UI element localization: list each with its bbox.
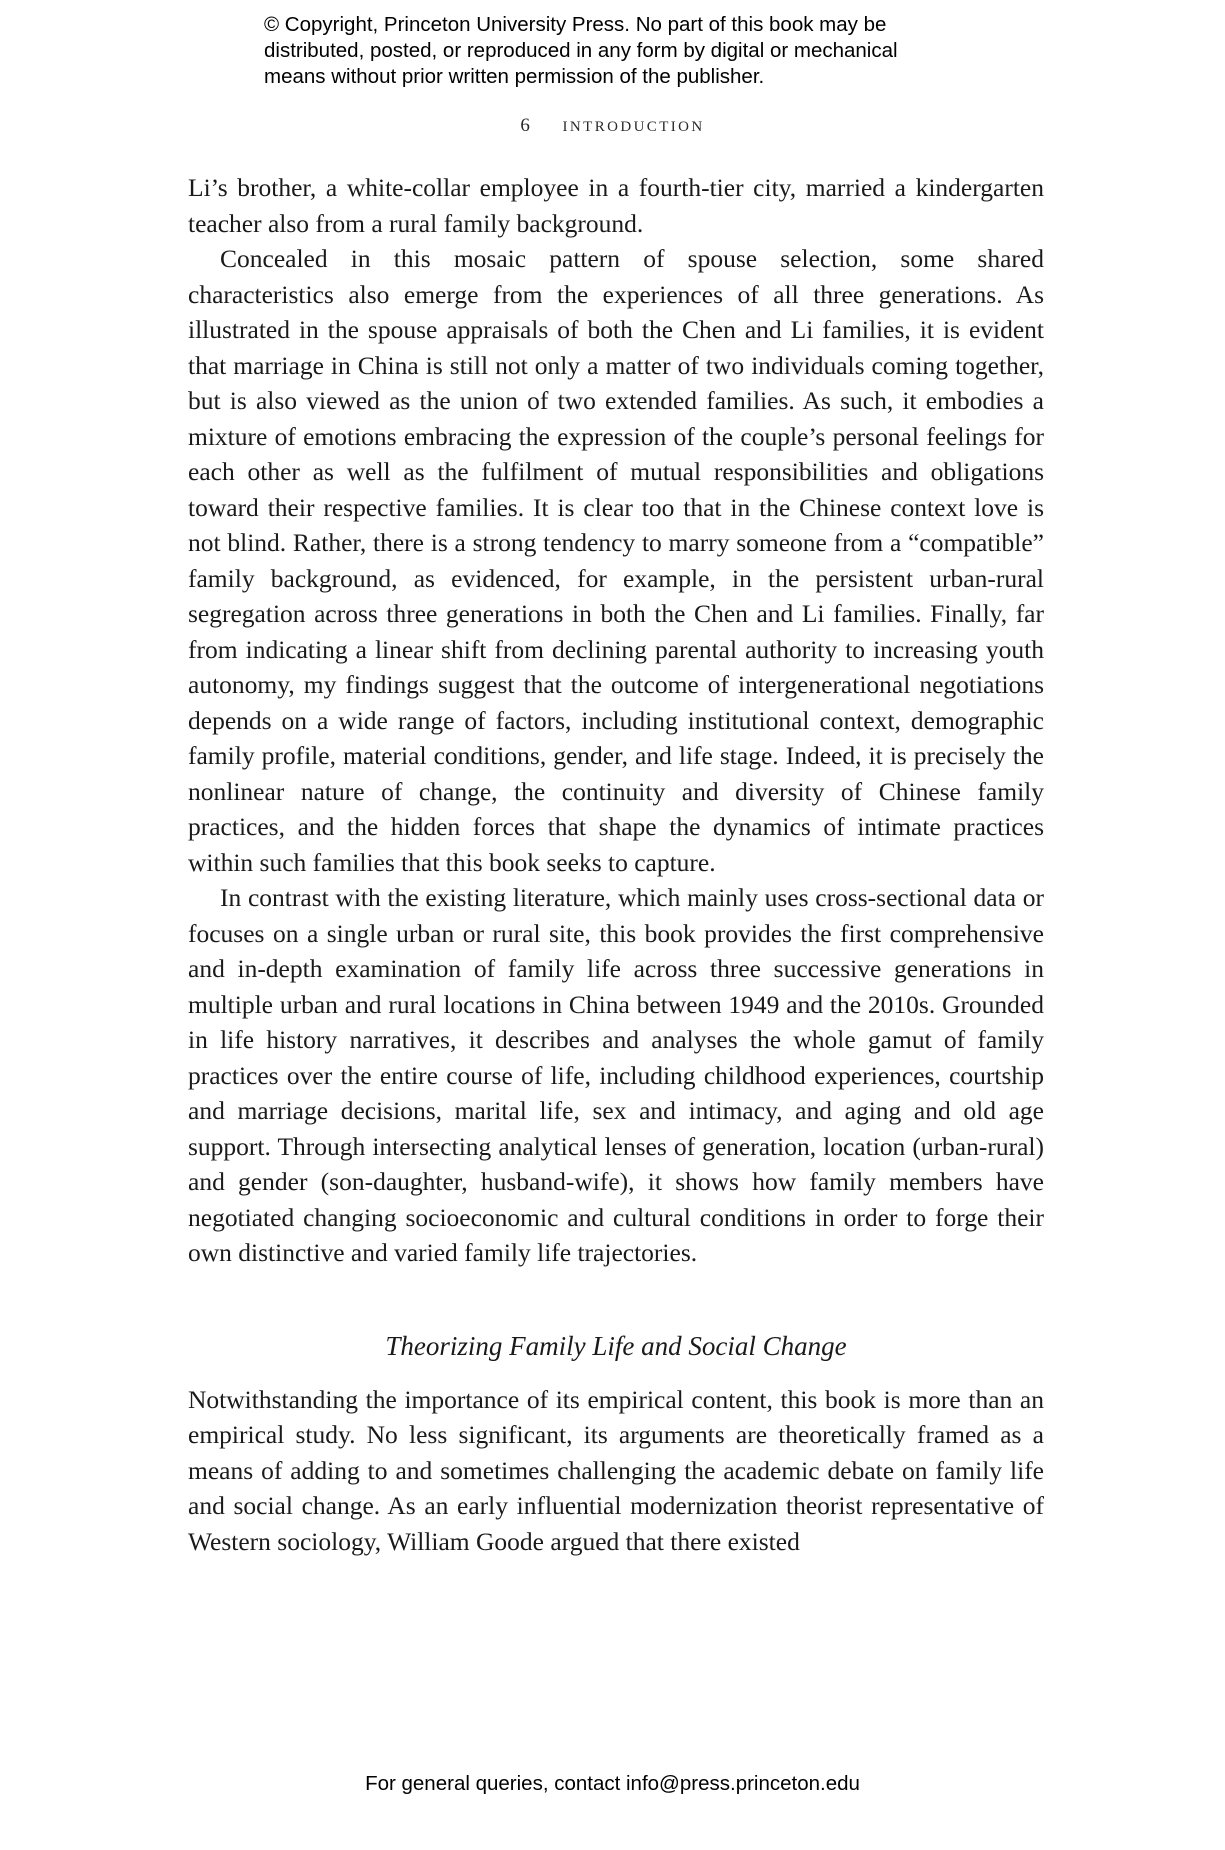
body-text [188,170,1044,1559]
copyright-line: distributed, posted, or reproduced in any form by digital or mechanical [264,39,898,62]
paragraph: Li’s brother, a white-collar employee in a fourth-tier city, married a kindergarten teacher also from a rural family background. [188,173,1044,238]
section-heading: Theorizing Family Life and Social Change [385,1330,847,1361]
paragraph: Concealed in this mosaic pattern of spouse selection, some shared characteristics also emerge from the experiences of all three generations. As illustrated in the spouse appraisals of both the Chen and Li families, it is evident that marriage in China is still not only a matter of two individuals coming together, but is also viewed as the union of two extended families. As such, it embodies a mixture of emotions embracing the expression of the couple’s personal feelings for each other as well as the fulfilment of mutual responsibilities and obligations toward their respective families. It is clear too that in the Chinese context love is not blind. Rather, there is a strong tendency to marry someone from a “compatible” family background, as evidenced, for example, in the persistent urban-rural segregation across three generations in both the Chen and Li families. Finally, far from indicating a linear shift from declining parental authority to increasing youth autonomy, my findings suggest that the outcome of intergenerational negotiations depends on a wide range of factors, including institutional context, demographic family profile, material conditions, gender, and life stage. Indeed, it is precisely the nonlinear nature of change, the continuity and diversity of Chinese family practices, and the hidden forces that shape the dynamics of intimate practices within such families that this book seeks to capture. [188,244,1044,877]
paragraph: In contrast with the existing literature, which mainly uses cross-sectional data or focuses on a single urban or rural site, this book provides the first comprehensive and in-depth examination of family life across three successive generations in multiple urban and rural locations in China between 1949 and the 2010s. Grounded in life history narratives, it describes and analyses the whole gamut of family practices over the entire course of life, including childhood experiences, courtship and marriage decisions, marital life, sex and intimacy, and aging and old age support. Through intersecting analytical lenses of generation, location (urban-rural) and gender (son-daughter, husband-wife), it shows how family members have negotiated changing socioeconomic and cultural conditions in order to forge their own distinctive and varied family life trajectories. [188,883,1044,1267]
copyright-notice [264,12,964,90]
footer-contact: For general queries, contact info@press.princeton.edu [365,1772,860,1795]
page-number: 6 [520,115,530,136]
running-head-title: introduction [562,112,705,136]
running-head [0,112,1225,137]
paragraph: Notwithstanding the importance of its empirical content, this book is more than an empirical study. No less significant, its arguments are theoretically framed as a means of adding to and sometimes challenging the academic debate on family life and social change. As an early influential modernization theorist representative of Western sociology, William Goode argued that there existed [188,1384,1044,1556]
copyright-line: © Copyright, Princeton University Press. No part of this book may be [264,13,887,36]
copyright-line: means without prior written permission of the publisher. [264,65,765,88]
